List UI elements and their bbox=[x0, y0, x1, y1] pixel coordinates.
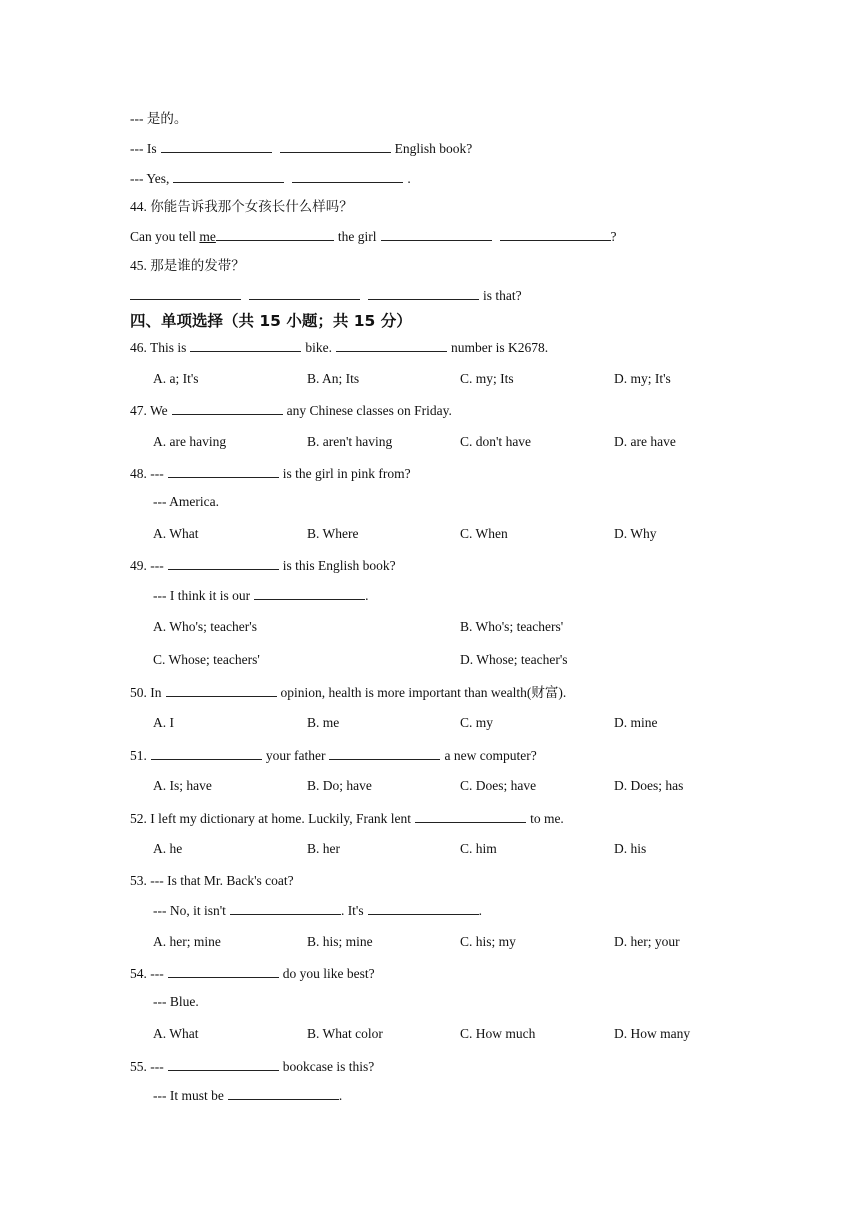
option-c[interactable]: C. him bbox=[460, 841, 497, 856]
option-a[interactable]: A. are having bbox=[153, 434, 227, 449]
answer-blank[interactable] bbox=[228, 1086, 339, 1100]
answer-blank[interactable] bbox=[166, 683, 277, 697]
question-reply: --- It must be . bbox=[153, 1088, 343, 1103]
question-stem: 46. This is bike. number is K2678. bbox=[130, 340, 549, 355]
option-c[interactable]: C. his; my bbox=[460, 934, 516, 949]
option-d[interactable]: D. my; It's bbox=[614, 371, 671, 386]
option-d[interactable]: D. mine bbox=[614, 715, 658, 730]
option-a[interactable]: A. What bbox=[153, 1026, 199, 1041]
question-45-sentence: is that? bbox=[130, 286, 522, 305]
option-b[interactable]: B. his; mine bbox=[307, 934, 373, 949]
option-b[interactable]: B. What color bbox=[307, 1026, 383, 1041]
answer-blank[interactable] bbox=[292, 169, 403, 183]
answer-blank[interactable] bbox=[190, 338, 301, 352]
option-a[interactable]: A. he bbox=[153, 841, 183, 856]
answer-blank[interactable] bbox=[168, 464, 279, 478]
question-reply: --- Blue. bbox=[153, 994, 199, 1009]
answer-blank[interactable] bbox=[329, 746, 440, 760]
question-reply: --- No, it isn't . It's . bbox=[153, 903, 482, 918]
answer-blank[interactable] bbox=[168, 556, 279, 570]
option-c[interactable]: C. my; Its bbox=[460, 371, 514, 386]
option-a[interactable]: A. Who's; teacher's bbox=[153, 619, 257, 634]
answer-blank[interactable] bbox=[336, 338, 447, 352]
answer-blank[interactable] bbox=[368, 286, 479, 300]
question-stem: 55. --- bookcase is this? bbox=[130, 1059, 375, 1074]
question-stem: 49. --- is this English book? bbox=[130, 558, 396, 573]
answer-blank[interactable] bbox=[172, 401, 283, 415]
option-d[interactable]: D. Why bbox=[614, 526, 657, 541]
option-a[interactable]: A. What bbox=[153, 526, 199, 541]
question-stem: 51. your father a new computer? bbox=[130, 748, 537, 763]
option-c[interactable]: C. my bbox=[460, 715, 494, 730]
option-a[interactable]: A. I bbox=[153, 715, 174, 730]
option-b[interactable]: B. me bbox=[307, 715, 340, 730]
answer-blank[interactable] bbox=[173, 169, 284, 183]
answer-blank[interactable] bbox=[500, 227, 611, 241]
option-c[interactable]: C. When bbox=[460, 526, 508, 541]
option-c[interactable]: C. Does; have bbox=[460, 778, 537, 793]
option-d[interactable]: D. Whose; teacher's bbox=[460, 652, 568, 667]
option-b[interactable]: B. her bbox=[307, 841, 340, 856]
answer-blank[interactable] bbox=[415, 809, 526, 823]
question-45-prompt: 45. 那是谁的发带？ bbox=[130, 258, 245, 273]
answer-blank[interactable] bbox=[280, 139, 391, 153]
option-c[interactable]: C. don't have bbox=[460, 434, 532, 449]
question-reply: --- America. bbox=[153, 494, 219, 509]
answer-blank[interactable] bbox=[230, 901, 341, 915]
answer-blank[interactable] bbox=[151, 746, 262, 760]
dialog-line: --- Is English book? bbox=[130, 141, 473, 156]
question-reply: --- I think it is our . bbox=[153, 588, 369, 603]
answer-blank[interactable] bbox=[381, 227, 492, 241]
answer-blank[interactable] bbox=[254, 586, 365, 600]
answer-blank[interactable] bbox=[130, 286, 241, 300]
option-a[interactable]: A. her; mine bbox=[153, 934, 221, 949]
option-c[interactable]: C. How much bbox=[460, 1026, 536, 1041]
option-b[interactable]: B. Who's; teachers' bbox=[460, 619, 564, 634]
option-b[interactable]: B. Do; have bbox=[307, 778, 372, 793]
answer-blank[interactable] bbox=[216, 227, 334, 241]
question-stem: 52. I left my dictionary at home. Luckily, Frank lent to me. bbox=[130, 811, 564, 826]
section-title: 四、单项选择（共 15 小题；共 15 分） bbox=[130, 312, 412, 330]
option-c[interactable]: C. Whose; teachers' bbox=[153, 652, 260, 667]
dialog-line: --- Yes, . bbox=[130, 171, 411, 186]
option-b[interactable]: B. aren't having bbox=[307, 434, 393, 449]
answer-blank[interactable] bbox=[368, 901, 479, 915]
answer-blank[interactable] bbox=[168, 964, 279, 978]
answer-blank[interactable] bbox=[249, 286, 360, 300]
option-b[interactable]: B. Where bbox=[307, 526, 359, 541]
dialog-line: --- 是的。 bbox=[130, 111, 188, 126]
option-b[interactable]: B. An; Its bbox=[307, 371, 360, 386]
option-d[interactable]: D. How many bbox=[614, 1026, 691, 1041]
option-a[interactable]: A. a; It's bbox=[153, 371, 199, 386]
question-stem: 47. We any Chinese classes on Friday. bbox=[130, 403, 452, 418]
question-stem: 54. --- do you like best? bbox=[130, 966, 375, 981]
answer-blank[interactable] bbox=[168, 1057, 279, 1071]
question-44-sentence: Can you tell me the girl ? bbox=[130, 229, 617, 244]
option-d[interactable]: D. Does; has bbox=[614, 778, 684, 793]
option-d[interactable]: D. are have bbox=[614, 434, 676, 449]
option-d[interactable]: D. his bbox=[614, 841, 647, 856]
question-stem: 50. In opinion, health is more important than wealth(财富). bbox=[130, 685, 567, 700]
question-44-prompt: 44. 你能告诉我那个女孩长什么样吗？ bbox=[130, 199, 353, 214]
answer-blank[interactable] bbox=[161, 139, 272, 153]
question-stem: 48. --- is the girl in pink from? bbox=[130, 466, 411, 481]
option-a[interactable]: A. Is; have bbox=[153, 778, 212, 793]
question-stem: 53. --- Is that Mr. Back's coat? bbox=[130, 873, 294, 888]
option-d[interactable]: D. her; your bbox=[614, 934, 680, 949]
